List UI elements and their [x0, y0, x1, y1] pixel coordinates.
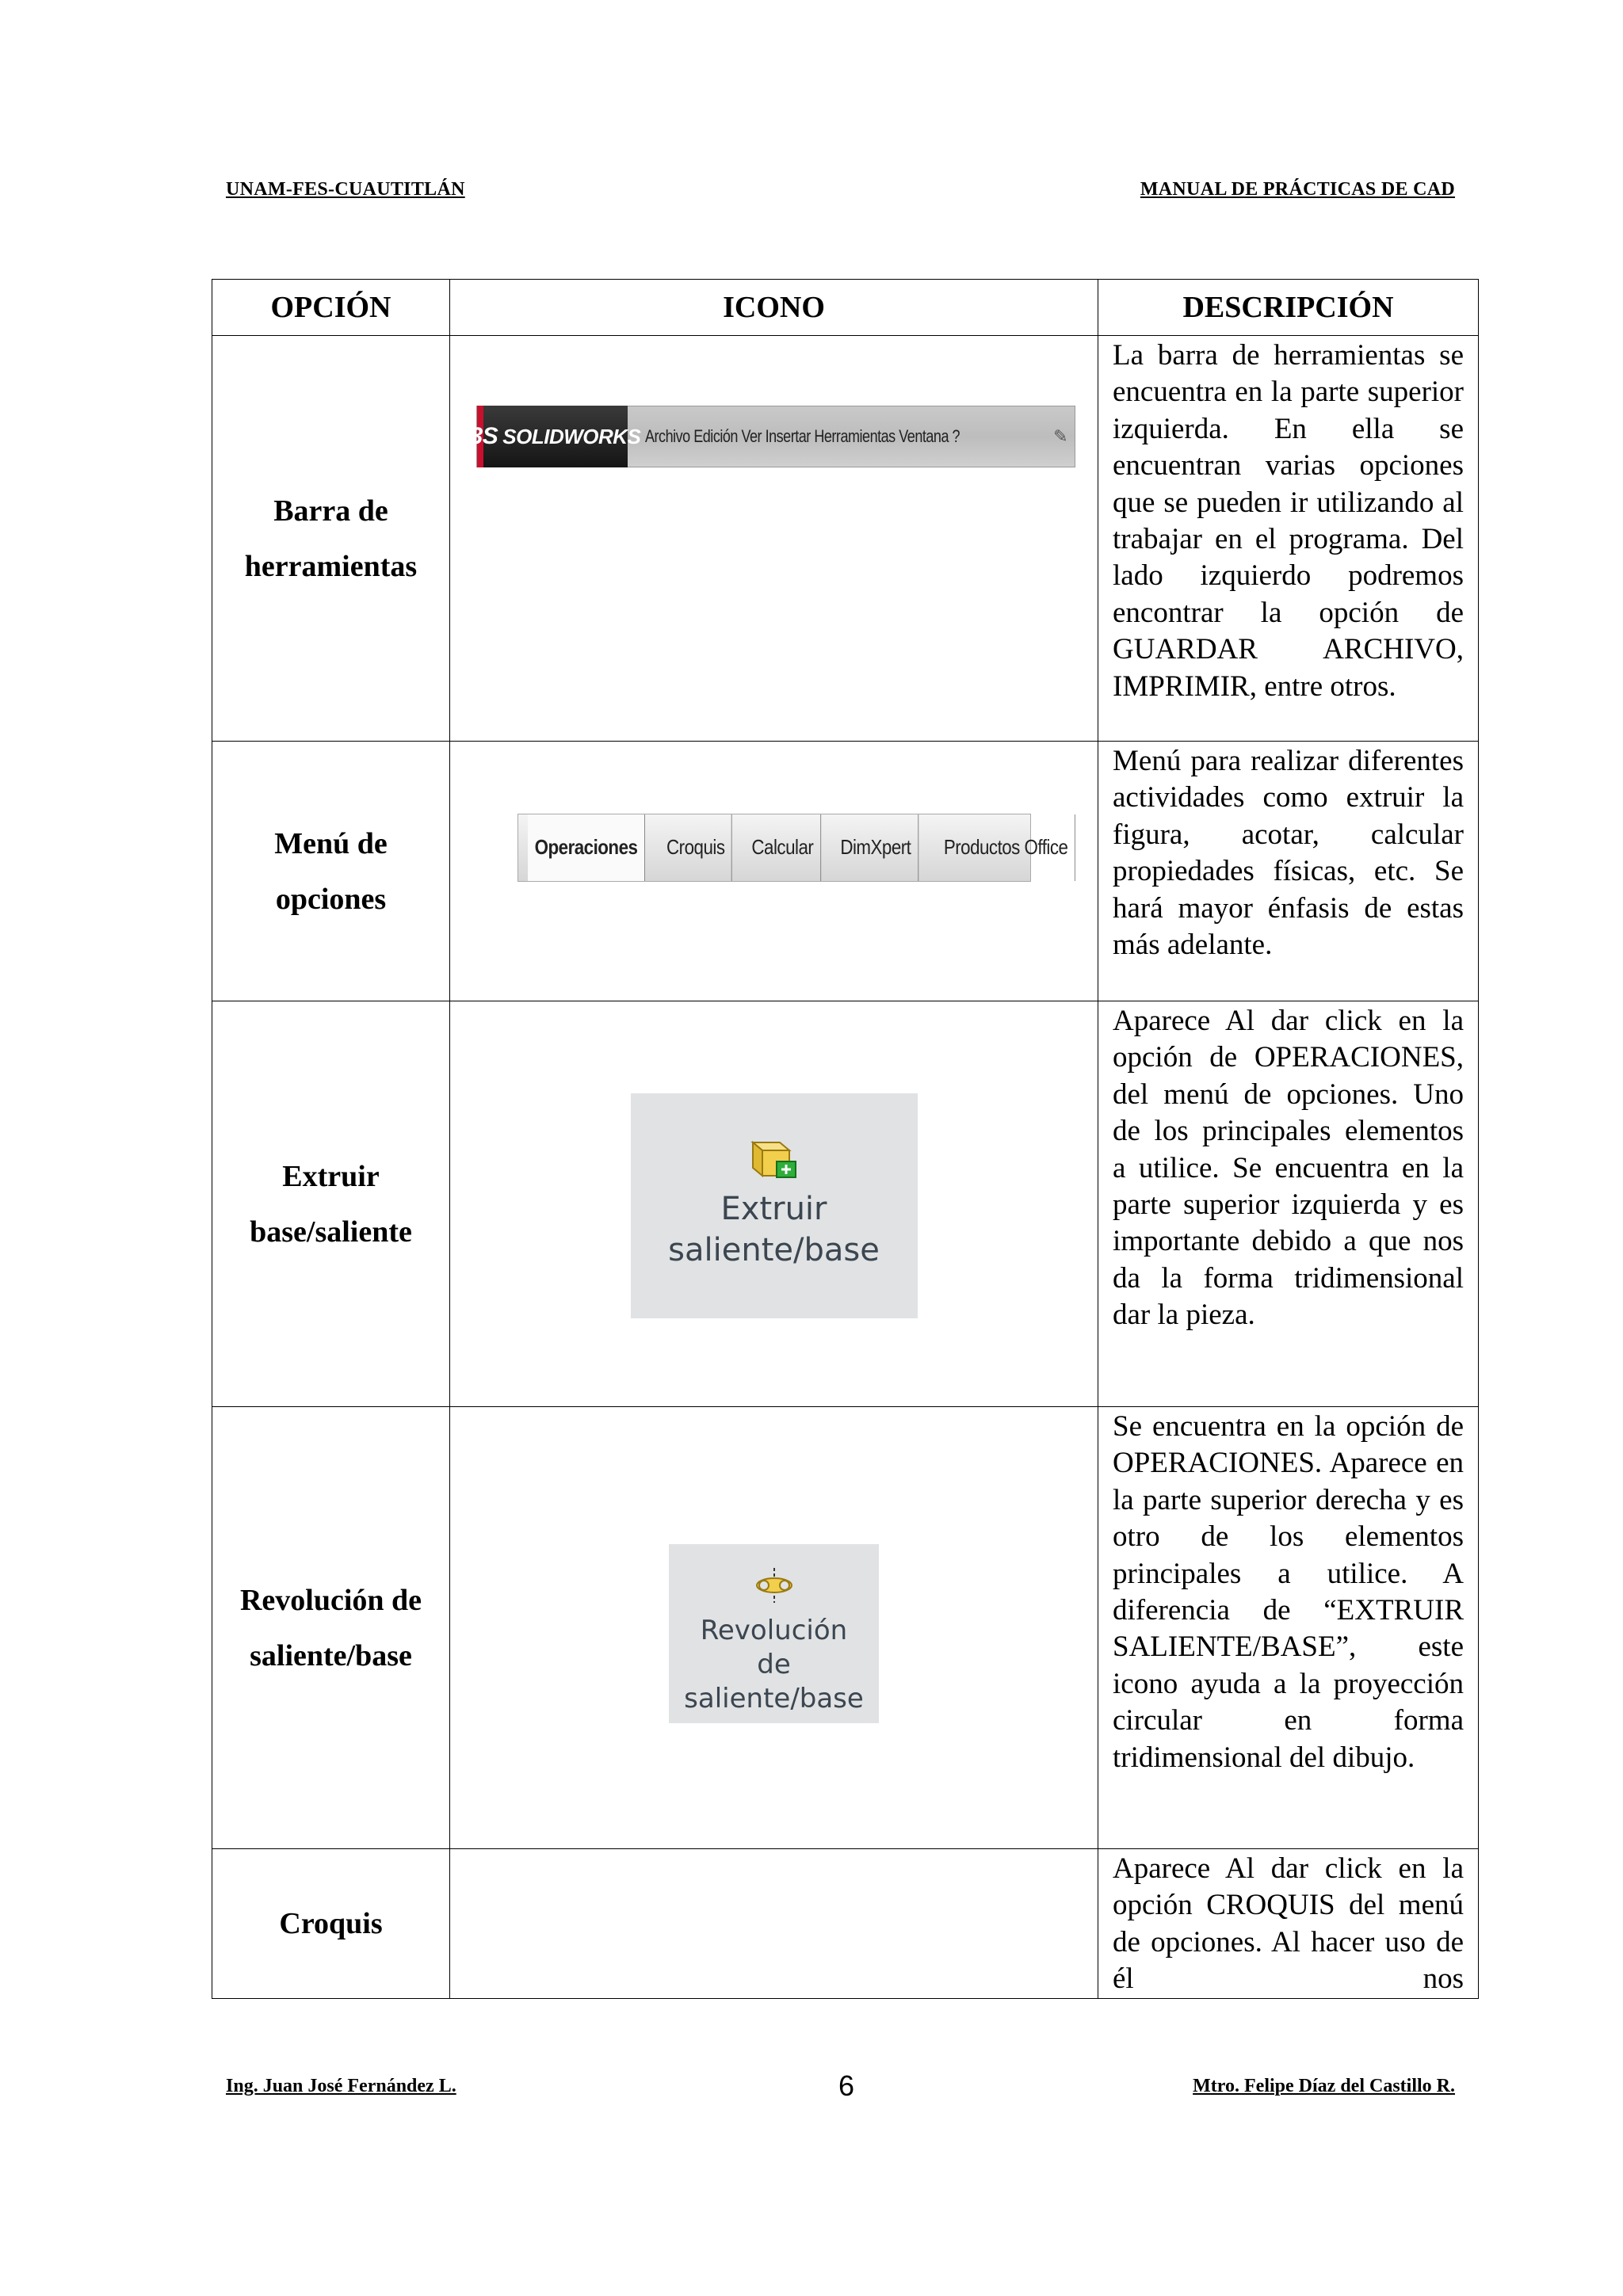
header-manual-title: MANUAL DE PRÁCTICAS DE CAD	[1140, 179, 1455, 200]
option-label: saliente/base	[250, 1638, 412, 1672]
table-row	[212, 1849, 1479, 1999]
option-label: Croquis	[279, 1906, 383, 1940]
option-label: Extruir	[282, 1159, 380, 1193]
header-institution: UNAM-FES-CUAUTITLÁN	[226, 179, 465, 200]
table-header-row	[212, 280, 1479, 336]
option-label: Barra de	[273, 494, 388, 528]
option-label: herramientas	[244, 549, 418, 583]
solidworks-logo: 3S SOLIDWORKS	[477, 406, 628, 467]
tab-operaciones: Operaciones	[528, 814, 645, 881]
option-cell	[212, 742, 450, 1001]
option-cell	[212, 336, 450, 742]
description-cell: Menú para realizar diferentes actividades como extruir la figura, acotar, calcular propiedades físicas, etc. Se hará mayor énfasis de estas más adelante.	[1098, 742, 1479, 1001]
icon-cell	[450, 1407, 1098, 1849]
description-cell: Aparece Al dar click en la opción de OPERACIONES, del menú de opciones. Uno de los principales elementos a utilice. Se encuentra en la parte superior izquierda y es importante debido a que nos da la forma tridimensional dar la pieza.	[1098, 1001, 1479, 1407]
button-label: Extruir	[720, 1191, 827, 1227]
extrude-icon	[747, 1133, 802, 1185]
icon-cell	[450, 742, 1098, 1001]
revolve-boss-button	[669, 1544, 879, 1723]
table-row	[212, 336, 1479, 742]
option-label: opciones	[275, 882, 387, 916]
extrude-boss-button	[631, 1093, 918, 1318]
table-row	[212, 742, 1479, 1001]
button-label: Revolución	[700, 1615, 848, 1646]
tab-productos-office: Productos Office	[937, 814, 1075, 881]
command-manager-tabs	[517, 814, 1068, 882]
column-header-icon: ICONO	[450, 280, 1098, 336]
page-number: 6	[838, 2069, 855, 2102]
description-cell: Aparece Al dar click en la opción CROQUIS del menú de opciones. Al hacer uso de él nos	[1098, 1849, 1479, 1999]
button-label: saliente/base	[684, 1683, 864, 1714]
option-cell	[212, 1001, 450, 1407]
options-table	[212, 279, 1479, 1999]
icon-cell	[450, 336, 1098, 742]
tab-croquis: Croquis	[660, 814, 733, 881]
description-cell: La barra de herramientas se encuentra en la parte superior izquierda. En ella se encuentran varias opciones que se pueden ir utilizando al trabajar en el programa. Del lado izquierdo podremos encontrar la opción de GUARDAR ARCHIVO, IMPRIMIR, entre otros.	[1098, 336, 1479, 742]
button-label: de	[757, 1649, 791, 1680]
footer-author: Ing. Juan José Fernández L.	[226, 2076, 456, 2096]
menu-bar-items: Archivo Edición Ver Insertar Herramientas Ventana ?	[644, 426, 960, 446]
description-cell: Se encuentra en la opción de OPERACIONES. Aparece en la parte superior derecha y es otro de los elementos principales a utilice. A diferencia de “EXTRUIR SALIENTE/BASE”, este icono ayuda a la proyección circular en forma tridimensional del dibujo.	[1098, 1407, 1479, 1849]
option-label: Revolución de	[239, 1583, 422, 1617]
table-row	[212, 1001, 1479, 1407]
icon-cell	[450, 1849, 1098, 1999]
solidworks-menu-bar	[469, 406, 1075, 467]
footer-supervisor: Mtro. Felipe Díaz del Castillo R.	[1193, 2076, 1455, 2096]
pin-icon: ✎	[1053, 426, 1068, 446]
option-cell	[212, 1407, 450, 1849]
tab-dimxpert: DimXpert	[834, 814, 918, 881]
option-label: Menú de	[274, 826, 388, 860]
button-label: saliente/base	[668, 1232, 880, 1268]
table-row	[212, 1407, 1479, 1849]
icon-cell	[450, 1001, 1098, 1407]
option-cell	[212, 1849, 450, 1999]
option-label: base/saliente	[250, 1215, 412, 1249]
column-header-option: OPCIÓN	[212, 280, 450, 336]
tab-calcular: Calcular	[745, 814, 821, 881]
revolve-icon	[753, 1566, 796, 1606]
column-header-description: DESCRIPCIÓN	[1098, 280, 1479, 336]
